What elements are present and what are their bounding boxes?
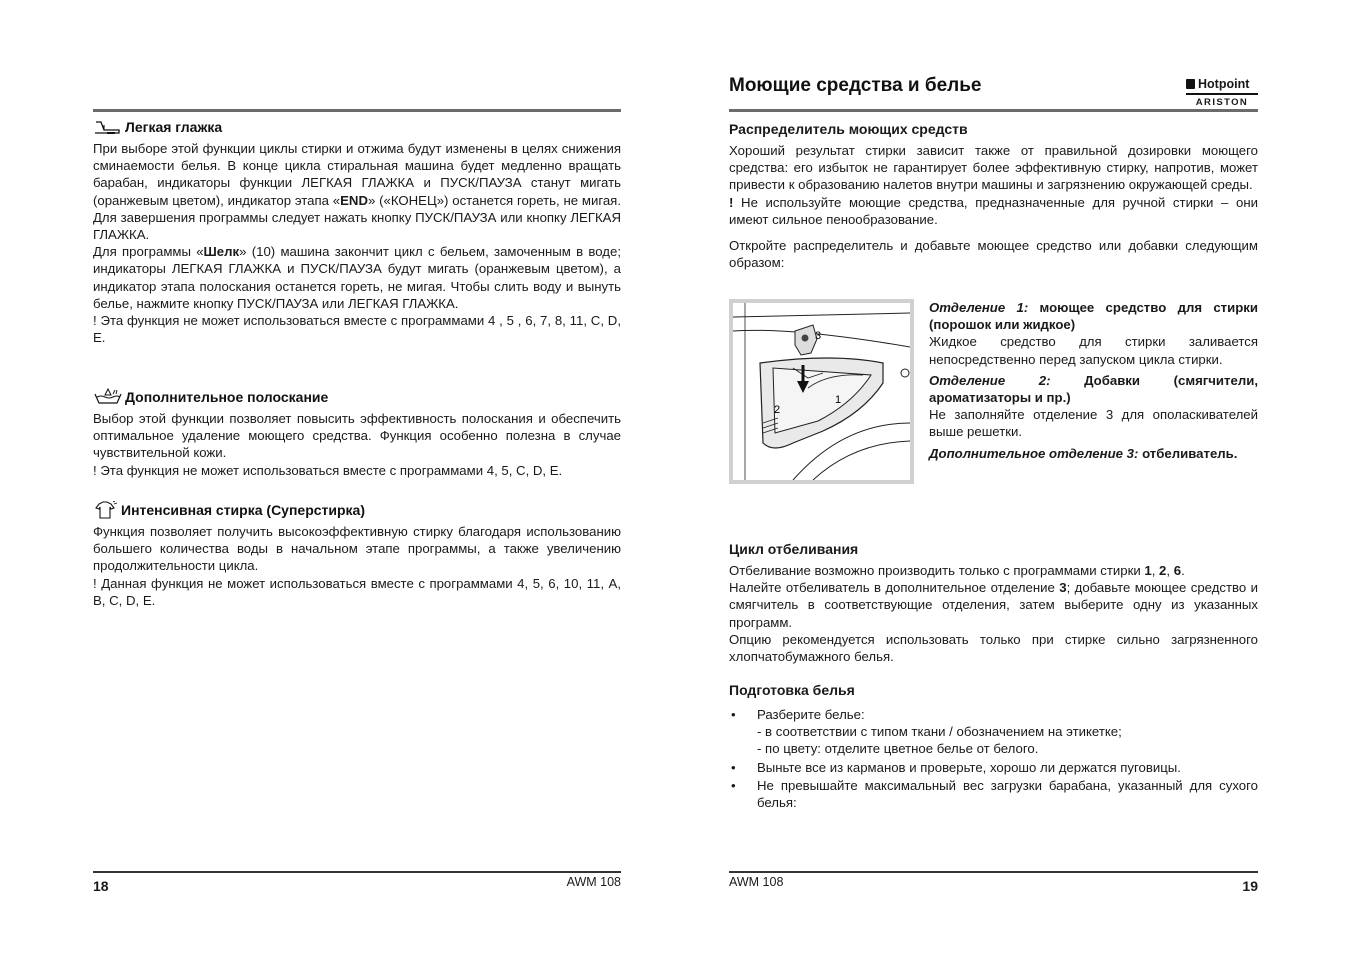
compartment-heading: Добавки (смягчители, ароматизаторы и пр.) bbox=[929, 372, 1258, 406]
page-title: Моющие средства и белье bbox=[729, 75, 982, 96]
model-label: AWM 108 bbox=[729, 875, 784, 889]
iron-icon bbox=[93, 118, 123, 136]
section-title bbox=[93, 388, 621, 406]
paragraph: ! Эта функция не может использоваться вместе с программами 4 , 5 , 6, 7, 8, 11, C, D, E. bbox=[93, 313, 621, 346]
compartment-number: 3 bbox=[1059, 580, 1067, 596]
model-label: AWM 108 bbox=[566, 875, 621, 889]
section-extra-rinse bbox=[93, 388, 621, 479]
paragraph: Выбор этой функции позволяет повысить эффективность полоскания и обеспечить оптимальное удаление моющего средства. Функция особенно полезна в случае чувствительной кожи. bbox=[93, 411, 621, 461]
text: Отбеливание возможно производить только с программами стирки bbox=[729, 563, 1145, 578]
list-item bbox=[729, 759, 1258, 776]
section-title-text: Дополнительное полоскание bbox=[125, 389, 329, 405]
section-title bbox=[93, 118, 621, 136]
paragraph: ! Эта функция не может использоваться вместе с программами 4, 5, C, D, E. bbox=[93, 462, 563, 478]
compartment-label: Дополнительное отделение 3: bbox=[929, 445, 1139, 461]
program-number: 1 bbox=[1144, 563, 1152, 578]
paragraph: Функция позволяет получить высокоэффективную стирку благодаря использованию большего количества воды в начальном этапе программы, а также увеличению продолжительности цикла. bbox=[93, 524, 621, 574]
logo-hotpoint bbox=[1186, 77, 1258, 91]
program-number: 2 bbox=[1159, 563, 1167, 578]
compartment-3 bbox=[929, 445, 1258, 462]
bottom-rule bbox=[729, 871, 1258, 873]
logo-mark-icon bbox=[1186, 79, 1195, 89]
figure-label-1: 1 bbox=[835, 394, 842, 406]
top-rule bbox=[729, 109, 1258, 112]
compartment-descriptions bbox=[929, 299, 1258, 462]
warning-mark: ! bbox=[729, 194, 734, 210]
section-dispenser bbox=[729, 120, 1258, 271]
list-item bbox=[729, 777, 1258, 811]
brand-logo bbox=[1186, 77, 1258, 108]
logo-ariston: ARISTON bbox=[1195, 97, 1249, 108]
list-item-text: Разберите белье: bbox=[757, 707, 865, 722]
paragraph: Опцию рекомендуется использовать только при стирке сильно загрязненного хлопчатобумажного белья. bbox=[729, 631, 1258, 665]
bullet-icon: • bbox=[731, 707, 736, 722]
compartment-2 bbox=[929, 372, 1258, 406]
list-subitem: - по цвету: отделите цветное белье от белого. bbox=[757, 741, 1039, 757]
rinse-icon bbox=[93, 388, 123, 406]
paragraph: Хороший результат стирки зависит также от правильной дозировки моющего средства: его избыток не гарантирует более эффективную стирку, напротив, может привести к образованию налетов внутри машины и загрязнению окружающей среды. bbox=[729, 143, 1258, 193]
list-item-text: Выньте все из карманов и проверьте, хорошо ли держатся пуговицы. bbox=[757, 759, 1181, 775]
compartment-heading: отбеливатель. bbox=[1142, 445, 1238, 461]
bullet-icon: • bbox=[731, 777, 736, 793]
dispenser-drawing bbox=[733, 303, 910, 480]
paragraph: ! Данная функция не может использоваться вместе с программами 4, 5, 6, 10, 11, A, B, C, D, E. bbox=[93, 575, 621, 608]
dispenser-figure bbox=[729, 299, 914, 484]
section-title-text: Легкая глажка bbox=[125, 119, 223, 135]
paragraph: Откройте распределитель и добавьте моющее средство или добавки следующим образом: bbox=[729, 238, 1258, 271]
section-title: Подготовка белья bbox=[729, 682, 855, 698]
compartment-1 bbox=[929, 299, 1258, 333]
section-title bbox=[93, 501, 621, 519]
left-page bbox=[93, 0, 621, 954]
compartment-heading: моющее средство для стирки (порошок или жидкое) bbox=[929, 300, 1258, 333]
prep-list bbox=[729, 706, 1258, 811]
compartment-2-text: Не заполняйте отделение 3 для ополаскивателей выше решетки. bbox=[929, 407, 1258, 440]
compartment-label: Отделение 2: bbox=[929, 372, 1051, 388]
paragraph bbox=[729, 579, 1258, 631]
compartment-label: Отделение 1: bbox=[929, 300, 1029, 315]
paragraph: При выборе этой функции циклы стирки и отжима будут изменены в целях снижения сминаемости белья. В конце цикла стиральная машина будет медленно вращать барабан, индикаторы функции ЛЕГКАЯ ГЛАЖКА и ПУСК/ПАУЗА станут мигать (оранжевым цветом), индикатор этапа «END» («КОНЕЦ») останется гореть, не мигая. Для завершения программы следует нажать кнопку ПУСК/ПАУЗА или кнопку ЛЕГКАЯ ГЛАЖКА. bbox=[93, 141, 621, 243]
figure-label-3: 3 bbox=[815, 330, 822, 342]
page-number: 18 bbox=[93, 878, 109, 894]
page-number: 19 bbox=[1242, 878, 1258, 894]
section-laundry-prep bbox=[729, 681, 1258, 812]
list-item bbox=[729, 706, 1258, 758]
text: Налейте отбеливатель в дополнительное отделение bbox=[729, 580, 1060, 596]
logo-divider bbox=[1186, 93, 1258, 95]
section-easy-iron bbox=[93, 118, 621, 346]
list-subitem: - в соответствии с типом ткани / обозначением на этикетке; bbox=[757, 724, 1122, 740]
warning-paragraph: ! Не используйте моющие средства, предназначенные для ручной стирки – они имеют сильное пенообразование. bbox=[729, 194, 1258, 227]
section-bleach bbox=[729, 540, 1258, 665]
right-page bbox=[729, 0, 1258, 954]
figure-label-2: 2 bbox=[774, 404, 781, 416]
text: ; добавьте моющее средство и смягчитель в соответствующие отделения, затем выберите одну из указанных программ. bbox=[729, 580, 1258, 630]
program-number: 6 bbox=[1173, 563, 1182, 578]
compartment-1-text: Жидкое средство для стирки заливается непосредственно перед запуском цикла стирки. bbox=[929, 334, 1258, 367]
logo-brand-text: Hotpoint bbox=[1198, 77, 1250, 91]
paragraph: Для программы «Шелк» (10) машина закончит цикл с бельем, замоченным в воде; индикаторы ЛЕГКАЯ ГЛАЖКА и ПУСК/ПАУЗА будут мигать (оранжевым цветом), а индикатор этапа полоскания останется гореть, не мигая. Чтобы слить воду и вынуть белье, нажмите кнопку ПУСК/ПАУЗА или ЛЕГКАЯ ГЛАЖКА. bbox=[93, 244, 621, 311]
top-rule bbox=[93, 109, 621, 112]
section-title: Цикл отбеливания bbox=[729, 541, 859, 557]
bullet-icon: • bbox=[731, 759, 736, 775]
shirt-icon bbox=[93, 501, 119, 519]
bottom-rule bbox=[93, 871, 621, 873]
section-title: Распределитель моющих средств bbox=[729, 121, 968, 137]
paragraph: Отбеливание возможно производить только с программами стирки 1, 2, 6. bbox=[729, 563, 1185, 578]
section-title-text: Интенсивная стирка (Суперстирка) bbox=[121, 502, 366, 518]
section-super-wash bbox=[93, 501, 621, 609]
list-item-text: Не превышайте максимальный вес загрузки барабана, указанный для сухого белья: bbox=[757, 777, 1258, 811]
